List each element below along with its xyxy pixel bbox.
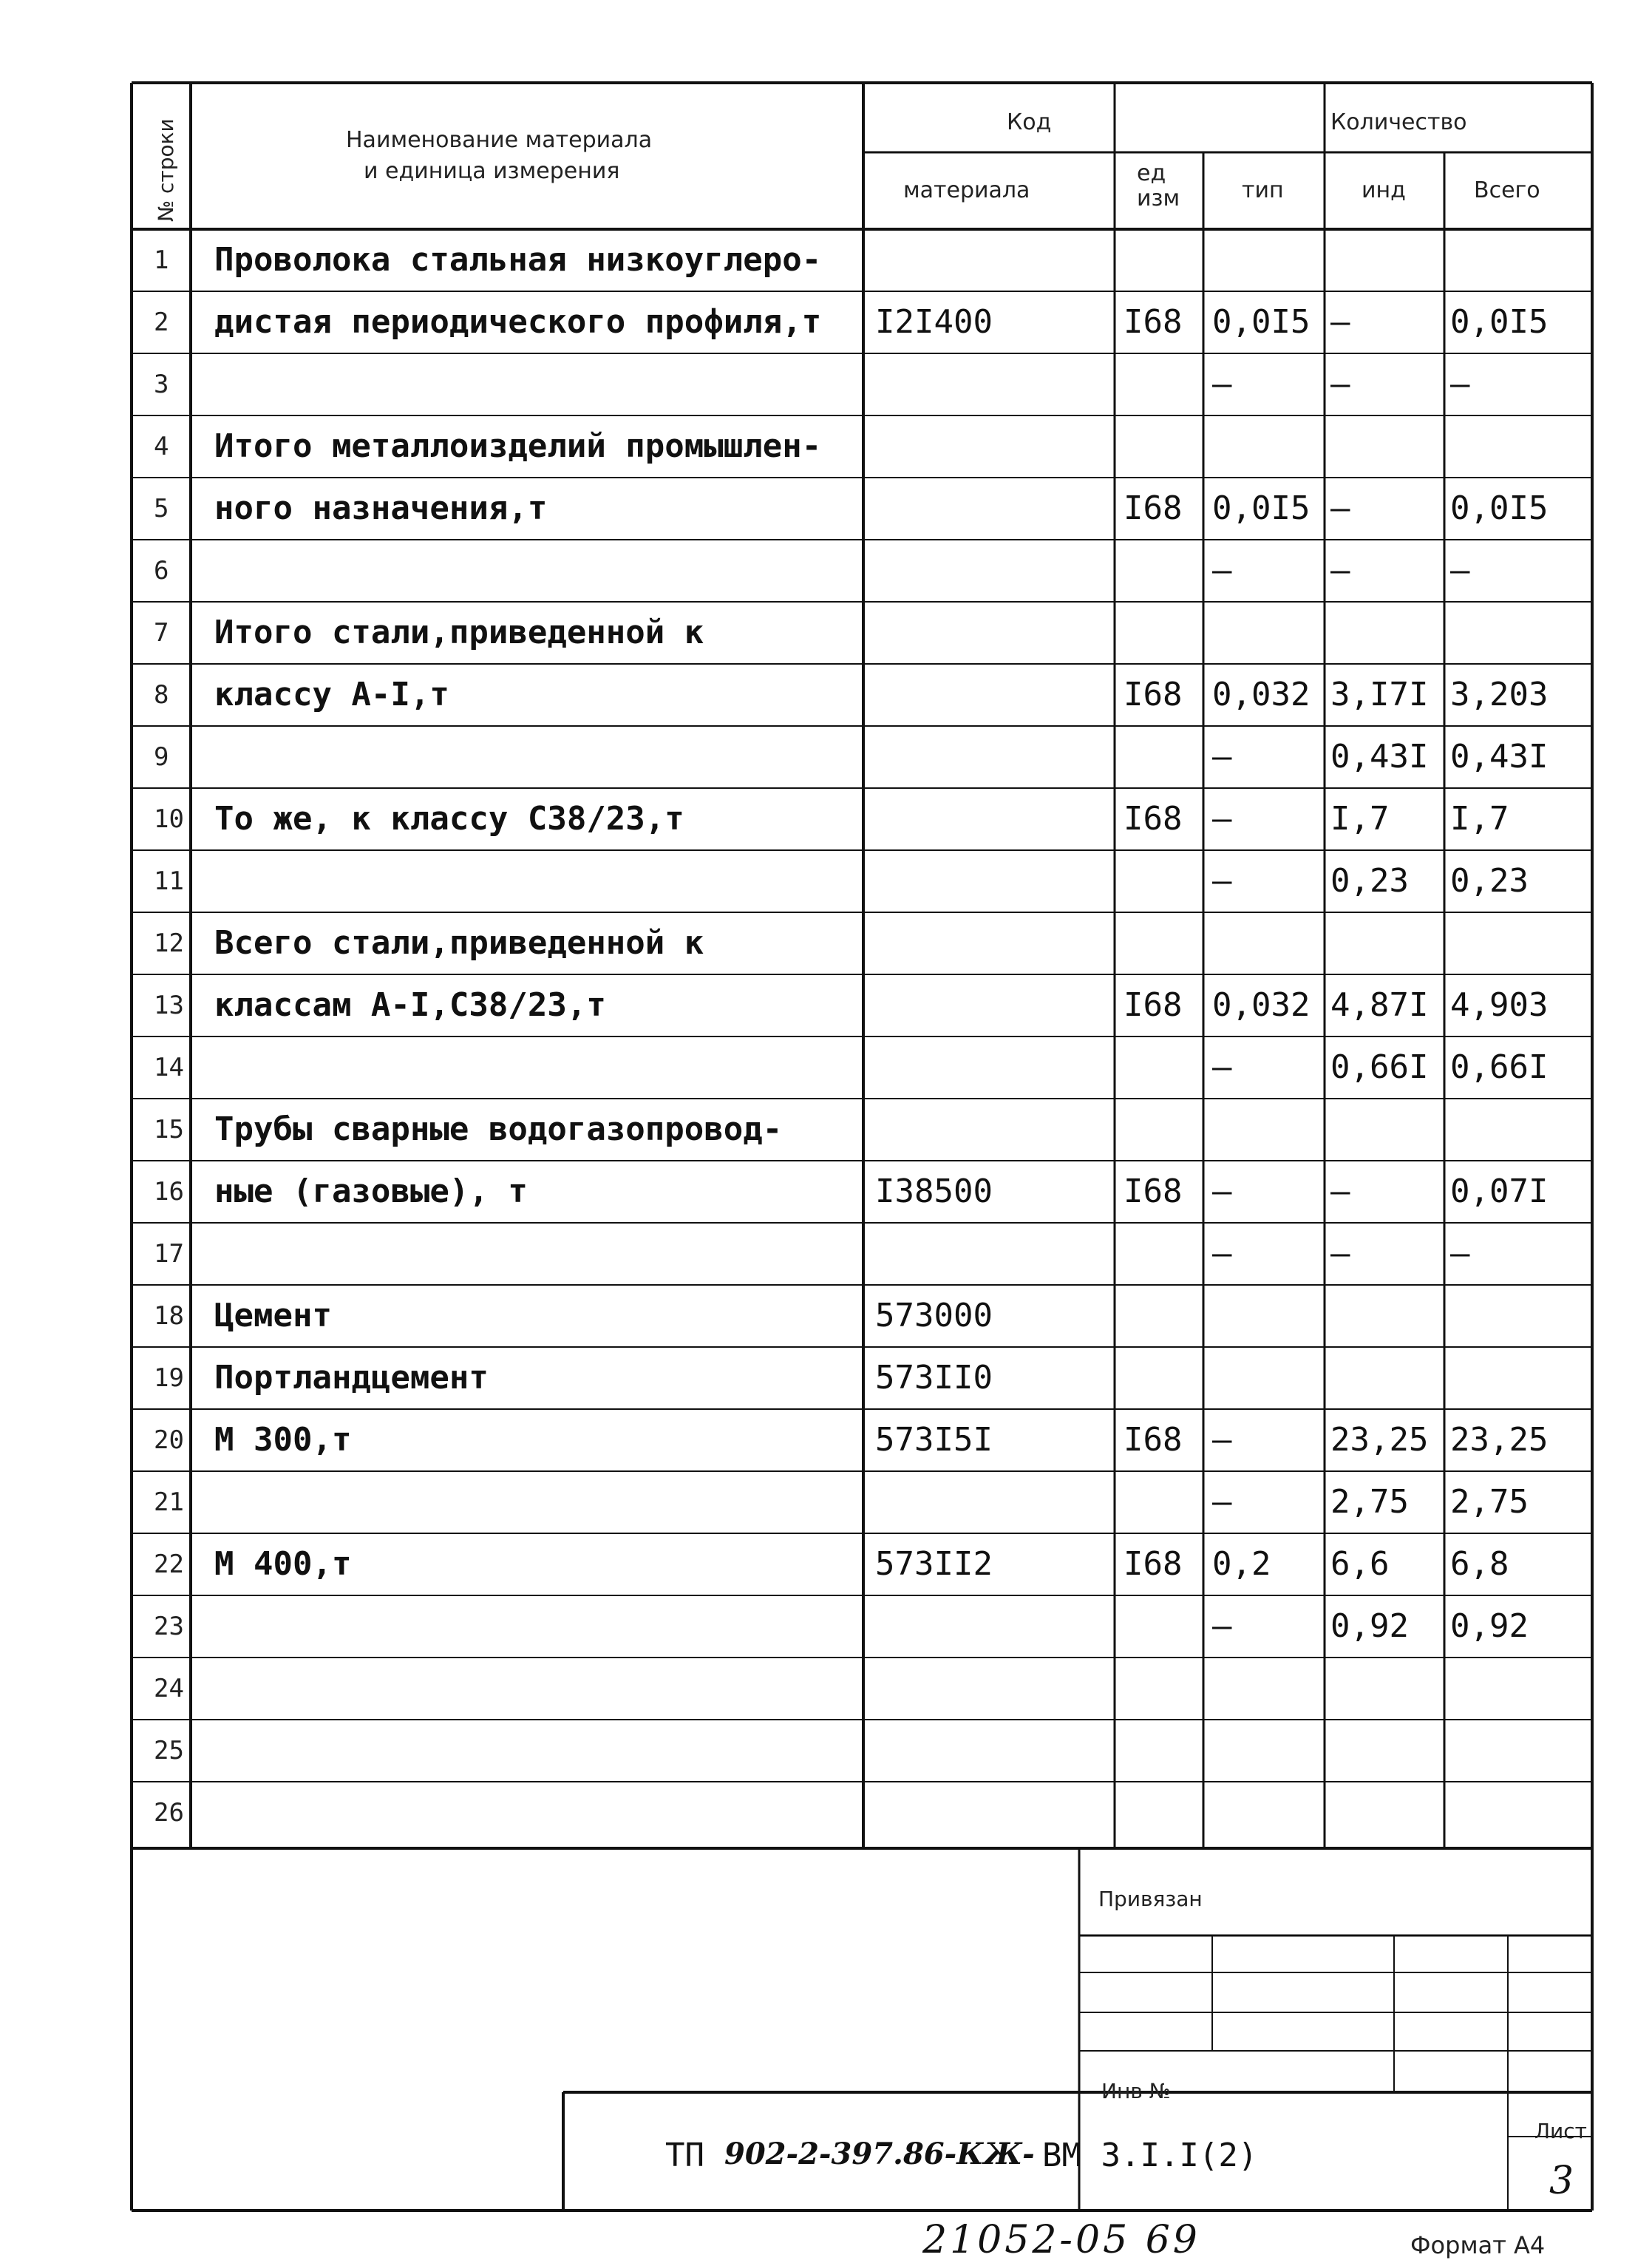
qty-total: 0,92 xyxy=(1450,1607,1529,1645)
material-name: Проволока стальная низкоуглеро- xyxy=(214,241,822,279)
row-number: 26 xyxy=(154,1798,184,1828)
qty-ind: 2,75 xyxy=(1330,1483,1409,1521)
material-code: 573I5I xyxy=(875,1421,993,1459)
qty-tip: – xyxy=(1212,1607,1232,1645)
qty-tip: – xyxy=(1212,365,1232,403)
qty-total: 0,0I5 xyxy=(1450,489,1549,527)
material-name: ного назначения,т xyxy=(214,489,548,527)
qty-tip: – xyxy=(1212,738,1232,776)
material-code: I2I400 xyxy=(875,303,993,341)
qty-ind: 0,66I xyxy=(1330,1048,1429,1086)
unit-code: I68 xyxy=(1124,800,1183,838)
row-number: 7 xyxy=(154,618,169,648)
row-number: 4 xyxy=(154,432,169,461)
qty-total: 0,66I xyxy=(1450,1048,1549,1086)
material-name: То же, к классу С38/23,т xyxy=(214,800,684,838)
row-number: 9 xyxy=(154,742,169,772)
material-code: I38500 xyxy=(875,1173,993,1210)
tip-header: тип xyxy=(1242,177,1284,203)
row-number: 23 xyxy=(154,1612,184,1641)
qty-tip: – xyxy=(1212,1483,1232,1521)
unit-code: I68 xyxy=(1124,489,1183,527)
row-number: 5 xyxy=(154,494,169,523)
material-code: 573000 xyxy=(875,1297,993,1334)
unit-code: I68 xyxy=(1124,303,1183,341)
row-number: 22 xyxy=(154,1550,184,1579)
qty-total: 6,8 xyxy=(1450,1545,1509,1583)
quantity-header: Количество xyxy=(1330,109,1467,135)
qty-total: 23,25 xyxy=(1450,1421,1549,1459)
qty-total: – xyxy=(1450,1235,1470,1272)
qty-ind: 6,6 xyxy=(1330,1545,1390,1583)
row-number: 20 xyxy=(154,1425,184,1455)
qty-tip: – xyxy=(1212,1173,1232,1210)
material-name: ные (газовые), т xyxy=(214,1173,528,1210)
qty-ind: – xyxy=(1330,1235,1350,1272)
qty-ind: 0,23 xyxy=(1330,862,1409,900)
qty-total: 0,43I xyxy=(1450,738,1549,776)
qty-total: I,7 xyxy=(1450,800,1509,838)
row-number: 15 xyxy=(154,1115,184,1144)
qty-tip: – xyxy=(1212,1421,1232,1459)
material-header: материала xyxy=(903,177,1030,203)
code-header: Код xyxy=(1007,109,1052,135)
doc-code-handwritten: 902-2-397.86-КЖ- xyxy=(724,2137,1035,2171)
material-name: классам А-I,С38/23,т xyxy=(214,986,606,1024)
qty-total: 2,75 xyxy=(1450,1483,1529,1521)
qty-ind: 4,87I xyxy=(1330,986,1429,1024)
qty-ind: – xyxy=(1330,489,1350,527)
row-number: 17 xyxy=(154,1239,184,1269)
row-number: 21 xyxy=(154,1487,184,1517)
qty-tip: – xyxy=(1212,862,1232,900)
material-code: 573II0 xyxy=(875,1359,993,1397)
row-number: 11 xyxy=(154,866,184,896)
unit-code: I68 xyxy=(1124,1421,1183,1459)
material-name: М 300,т xyxy=(214,1421,352,1459)
row-number: 3 xyxy=(154,370,169,399)
row-number: 14 xyxy=(154,1053,184,1082)
unit-header: ед изм xyxy=(1137,160,1180,211)
material-code: 573II2 xyxy=(875,1545,993,1583)
row-number: 16 xyxy=(154,1177,184,1207)
qty-ind: 3,I7I xyxy=(1330,676,1429,713)
row-number: 18 xyxy=(154,1301,184,1331)
total-header: Всего xyxy=(1474,177,1540,203)
material-name: Портландцемент xyxy=(214,1359,489,1397)
qty-total: 0,23 xyxy=(1450,862,1529,900)
qty-total: – xyxy=(1450,365,1470,403)
qty-total: 0,0I5 xyxy=(1450,303,1549,341)
qty-ind: – xyxy=(1330,365,1350,403)
material-name: Трубы сварные водогазопровод- xyxy=(214,1110,783,1148)
format-label: Формат А4 xyxy=(1410,2231,1546,2259)
row-number: 13 xyxy=(154,991,184,1020)
row-number: 1 xyxy=(154,245,169,275)
row-number-header: № строки xyxy=(154,118,178,222)
qty-total: 0,07I xyxy=(1450,1173,1549,1210)
qty-total: 3,203 xyxy=(1450,676,1549,713)
row-number: 6 xyxy=(154,556,169,586)
privyazan-label: Привязан xyxy=(1098,1887,1203,1911)
qty-total: – xyxy=(1450,552,1470,589)
inv-no-label: Инв № xyxy=(1101,2079,1171,2103)
name-header-line2: и единица измерения xyxy=(364,158,620,184)
qty-tip: – xyxy=(1212,1048,1232,1086)
unit-code: I68 xyxy=(1124,986,1183,1024)
row-number: 2 xyxy=(154,308,169,337)
material-name: Цемент xyxy=(214,1297,332,1334)
material-name: Итого металлоизделий промышлен- xyxy=(214,427,822,465)
material-name: Всего стали,приведенной к xyxy=(214,924,704,962)
qty-tip: – xyxy=(1212,552,1232,589)
footer-number: 21052-05 69 xyxy=(922,2218,1200,2262)
material-name: Итого стали,приведенной к xyxy=(214,614,704,651)
qty-ind: 23,25 xyxy=(1330,1421,1429,1459)
qty-ind: 0,92 xyxy=(1330,1607,1409,1645)
name-header-line1: Наименование материала xyxy=(346,127,653,153)
sheet-number: 3 xyxy=(1549,2159,1574,2203)
doc-suffix: ВМ 3.I.I(2) xyxy=(1042,2137,1258,2174)
sheet-label: Лист xyxy=(1534,2119,1587,2143)
qty-ind: – xyxy=(1330,1173,1350,1210)
unit-code: I68 xyxy=(1124,1545,1183,1583)
qty-ind: – xyxy=(1330,552,1350,589)
row-number: 10 xyxy=(154,804,184,834)
row-number: 8 xyxy=(154,680,169,710)
qty-ind: – xyxy=(1330,303,1350,341)
qty-total: 4,903 xyxy=(1450,986,1549,1024)
qty-tip: 0,0I5 xyxy=(1212,303,1311,341)
qty-tip: – xyxy=(1212,800,1232,838)
qty-tip: – xyxy=(1212,1235,1232,1272)
material-name: М 400,т xyxy=(214,1545,352,1583)
qty-ind: I,7 xyxy=(1330,800,1390,838)
material-name: дистая периодического профиля,т xyxy=(214,303,822,341)
qty-tip: 0,2 xyxy=(1212,1545,1271,1583)
unit-code: I68 xyxy=(1124,676,1183,713)
ind-header: инд xyxy=(1362,177,1406,203)
material-name: классу А-I,т xyxy=(214,676,449,713)
row-number: 25 xyxy=(154,1736,184,1765)
qty-tip: 0,0I5 xyxy=(1212,489,1311,527)
qty-ind: 0,43I xyxy=(1330,738,1429,776)
qty-tip: 0,032 xyxy=(1212,986,1311,1024)
row-number: 12 xyxy=(154,929,184,958)
doc-prefix: ТП xyxy=(665,2137,704,2174)
qty-tip: 0,032 xyxy=(1212,676,1311,713)
row-number: 19 xyxy=(154,1363,184,1393)
row-number: 24 xyxy=(154,1674,184,1703)
unit-code: I68 xyxy=(1124,1173,1183,1210)
